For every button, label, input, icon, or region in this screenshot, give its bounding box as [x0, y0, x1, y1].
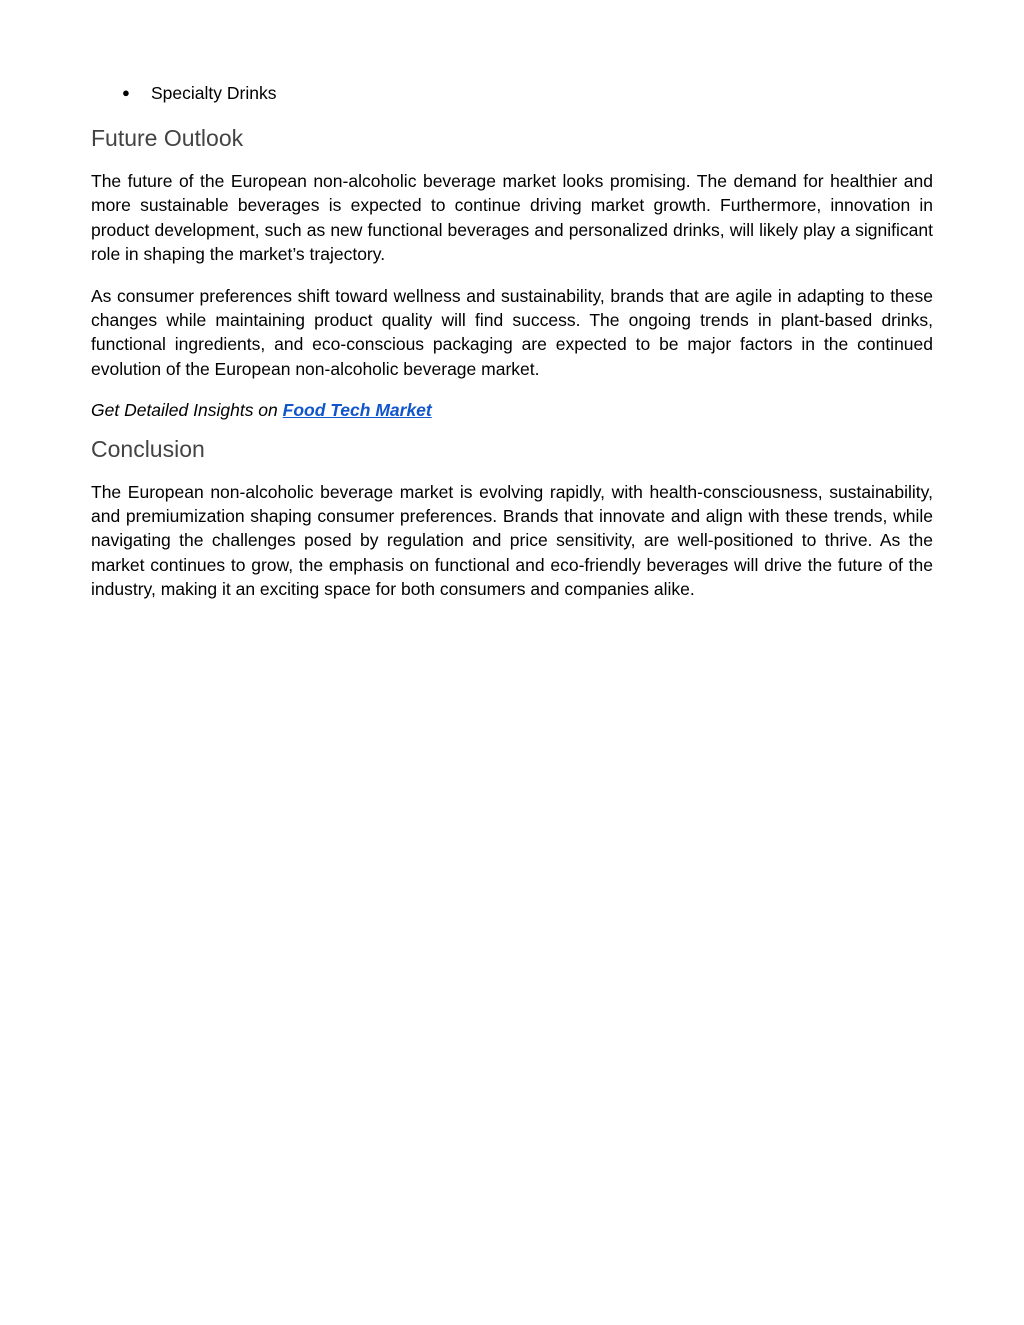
- list-item: [91, 78, 933, 108]
- paragraph-conclusion: The European non-alcoholic beverage market is evolving rapidly, with health-consciousness, sustainability, and premiumization shaping consumer preferences. Brands that innovate and align with these trends, while navigating the challenges posed by regulation and price sensitivity, are well-positioned to thrive. As the market continues to grow, the emphasis on functional and eco-friendly beverages will drive the future of the industry, making it an exciting space for both consumers and companies alike.: [91, 481, 933, 600]
- bullet-icon: ●: [122, 85, 130, 100]
- list-item-text: Specialty Drinks: [151, 83, 277, 103]
- heading-future-outlook: Future Outlook: [91, 125, 244, 151]
- heading-conclusion: Conclusion: [91, 435, 205, 462]
- paragraph-future-outlook-1: The future of the European non-alcoholic beverage market looks promising. The demand for healthier and more sustainable beverages is expected to continue driving market growth. Furthermore, innovation in product development, such as new functional beverages and personalized drinks, will likely play a significant role in shaping the market’s trajectory.: [91, 171, 933, 265]
- insights-prefix: Get Detailed Insights on: [91, 400, 283, 421]
- paragraph-future-outlook-2: As consumer preferences shift toward wellness and sustainability, brands that are agile in adapting to these changes while maintaining product quality will find success. The ongoing trends in plant-based drinks, functional ingredients, and eco-conscious packaging are expected to be major factors in the continued evolution of the European non-alcoholic beverage market.: [91, 285, 933, 379]
- insights-line: [91, 398, 933, 422]
- document-page: [91, 78, 933, 602]
- food-tech-market-link[interactable]: Food Tech Market: [282, 400, 432, 421]
- bullet-list: [91, 78, 933, 108]
